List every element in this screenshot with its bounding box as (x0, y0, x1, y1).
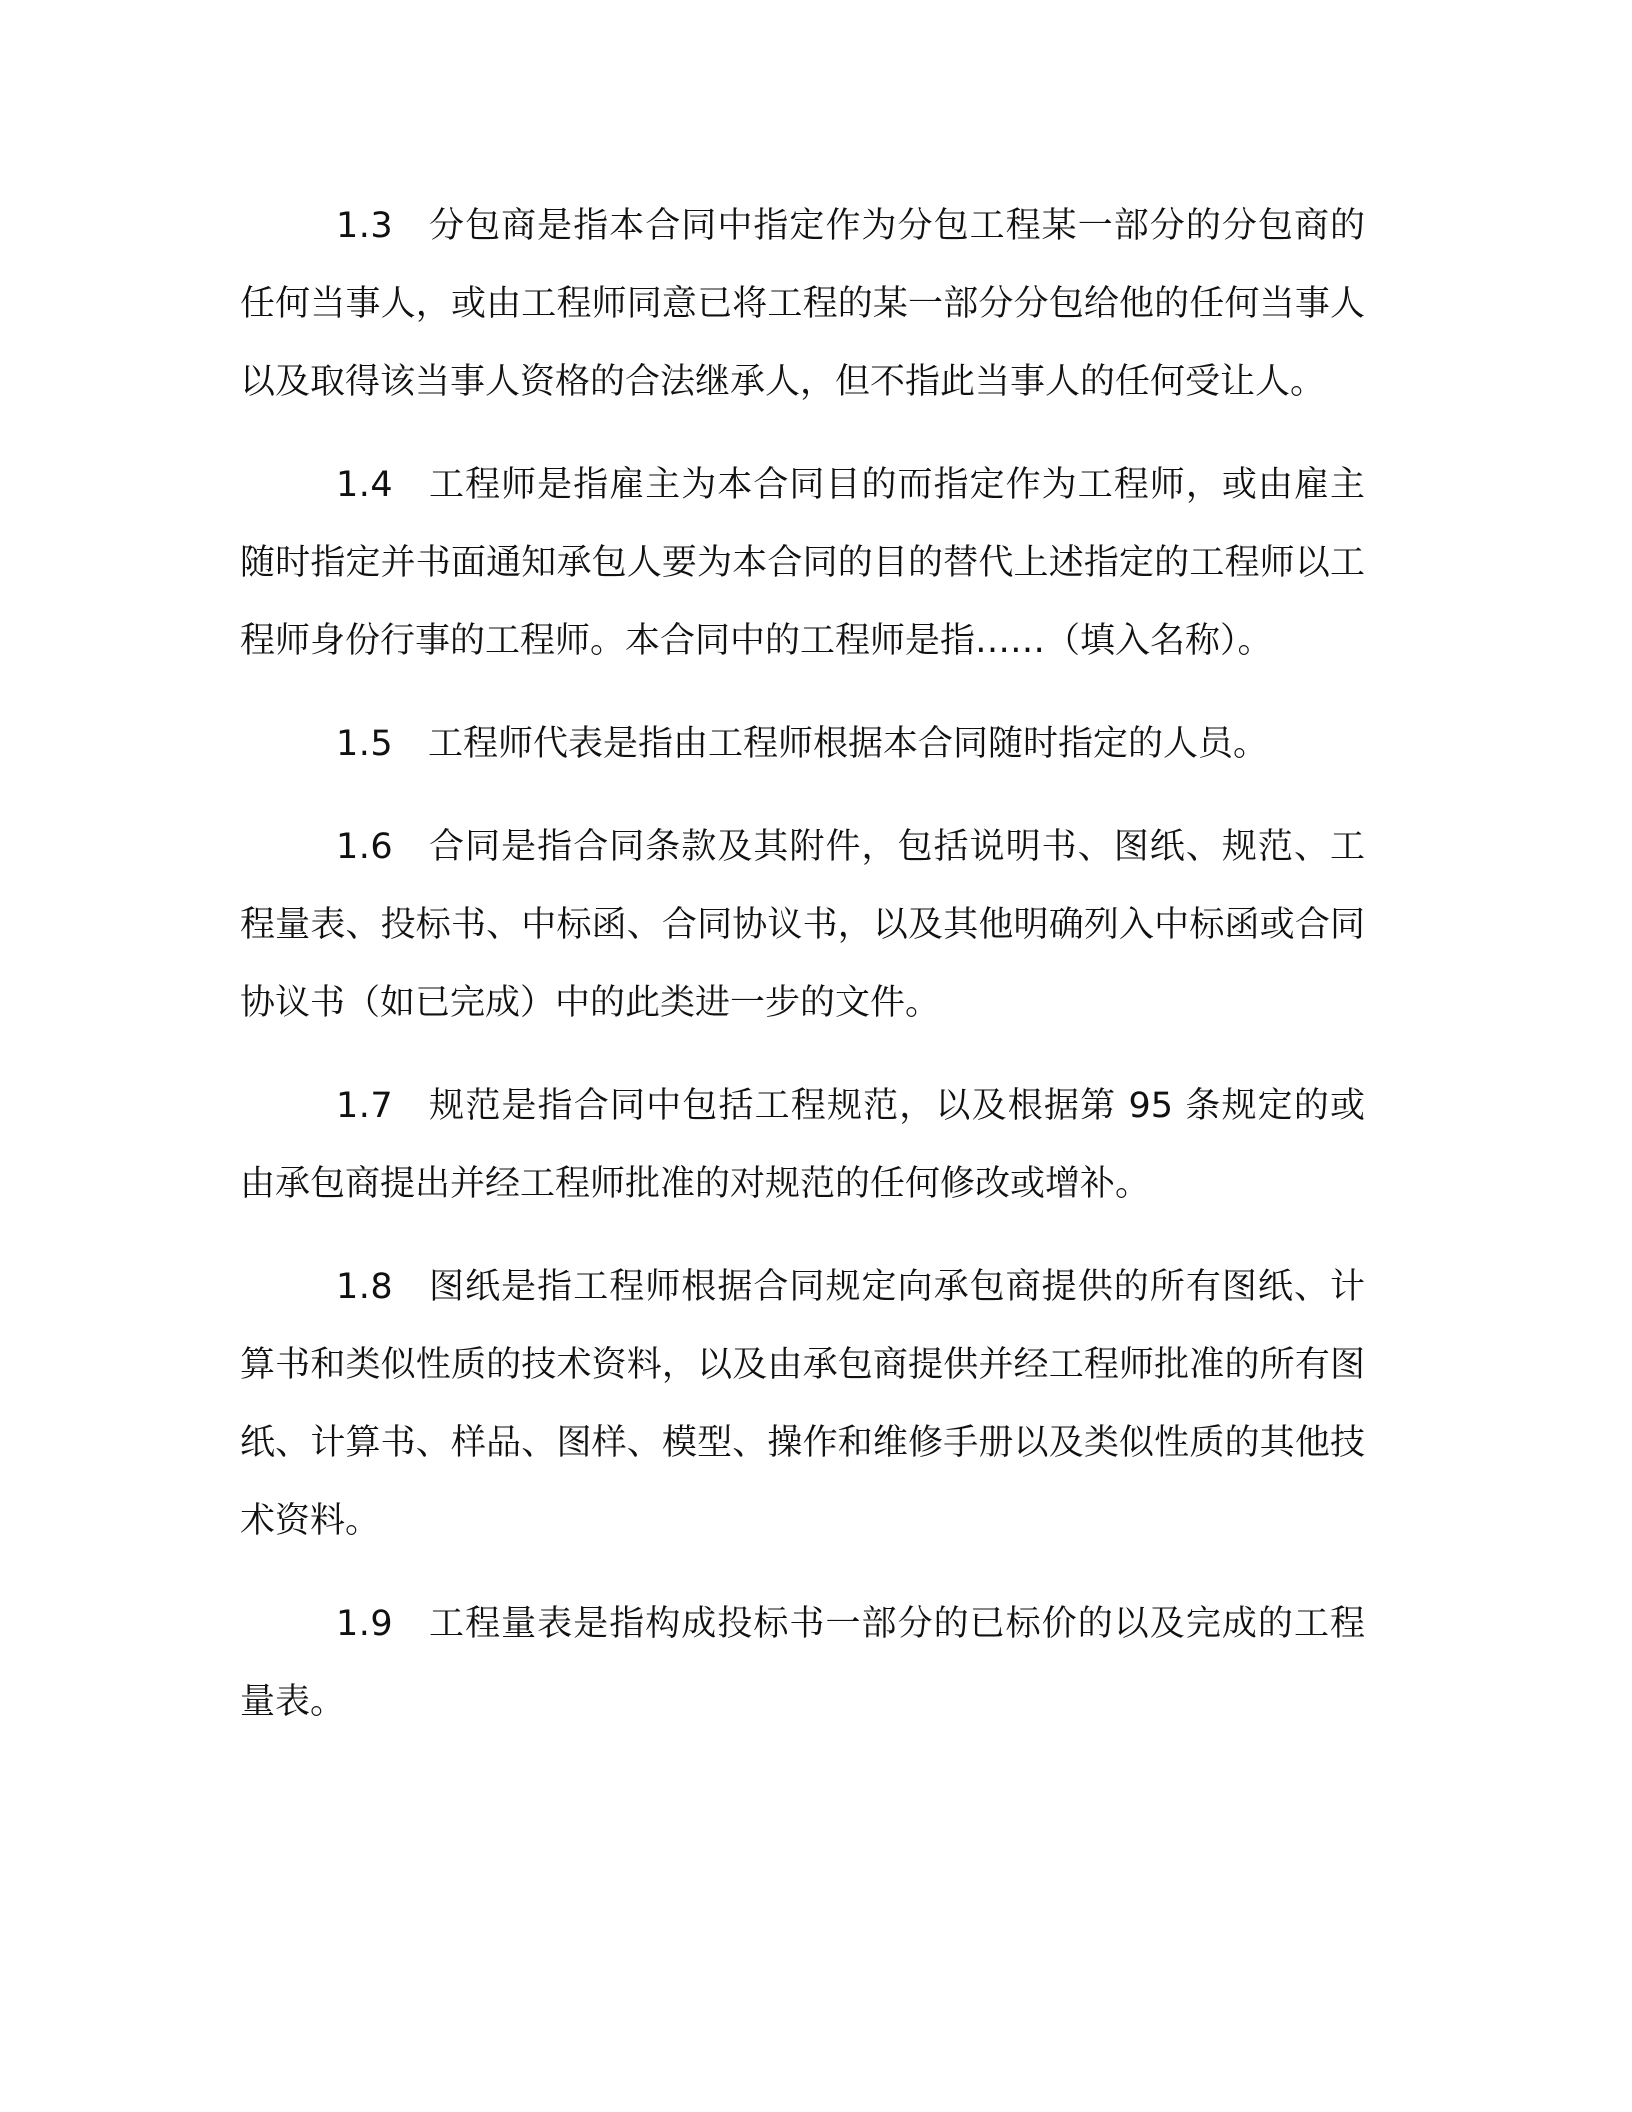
clause-1-4 (240, 446, 1365, 680)
clause-1-3 (240, 187, 1365, 421)
clause-text: 工程师是指雇主为本合同目的而指定作为工程师，或由雇主随时指定并书面通知承包人要为本合同的目的替代上述指定的工程师以工程师身份行事的工程师。本合同中的工程师是指……（填入名称）。 (240, 465, 1365, 661)
clause-1-7 (240, 1067, 1365, 1223)
clause-text: 分包商是指本合同中指定作为分包工程某一部分的分包商的任何当事人，或由工程师同意已将工程的某一部分分包给他的任何当事人以及取得该当事人资格的合法继承人，但不指此当事人的任何受让人。 (240, 206, 1365, 402)
clause-text: 规范是指合同中包括工程规范，以及根据第 95 条规定的或由承包商提出并经工程师批准的对规范的任何修改或增补。 (240, 1086, 1365, 1204)
clause-number: 1.8 (336, 1267, 394, 1307)
clause-1-9 (240, 1585, 1365, 1741)
clause-1-8 (240, 1248, 1365, 1560)
clause-number: 1.5 (336, 724, 394, 764)
clause-text: 图纸是指工程师根据合同规定向承包商提供的所有图纸、计算书和类似性质的技术资料，以及由承包商提供并经工程师批准的所有图纸、计算书、样品、图样、模型、操作和维修手册以及类似性质的其他技术资料。 (240, 1267, 1365, 1541)
clause-1-6 (240, 808, 1365, 1042)
clause-text: 工程师代表是指由工程师根据本合同随时指定的人员。 (428, 724, 1269, 764)
clause-number: 1.6 (336, 827, 394, 867)
clause-number: 1.7 (336, 1086, 394, 1126)
document-body (240, 187, 1365, 1766)
clause-number: 1.4 (336, 465, 394, 505)
clause-text: 工程量表是指构成投标书一部分的已标价的以及完成的工程量表。 (240, 1604, 1365, 1722)
clause-number: 1.3 (336, 206, 394, 246)
clause-number: 1.9 (336, 1604, 394, 1644)
clause-1-5 (240, 705, 1365, 783)
clause-text: 合同是指合同条款及其附件，包括说明书、图纸、规范、工程量表、投标书、中标函、合同协议书，以及其他明确列入中标函或合同协议书（如已完成）中的此类进一步的文件。 (240, 827, 1365, 1023)
